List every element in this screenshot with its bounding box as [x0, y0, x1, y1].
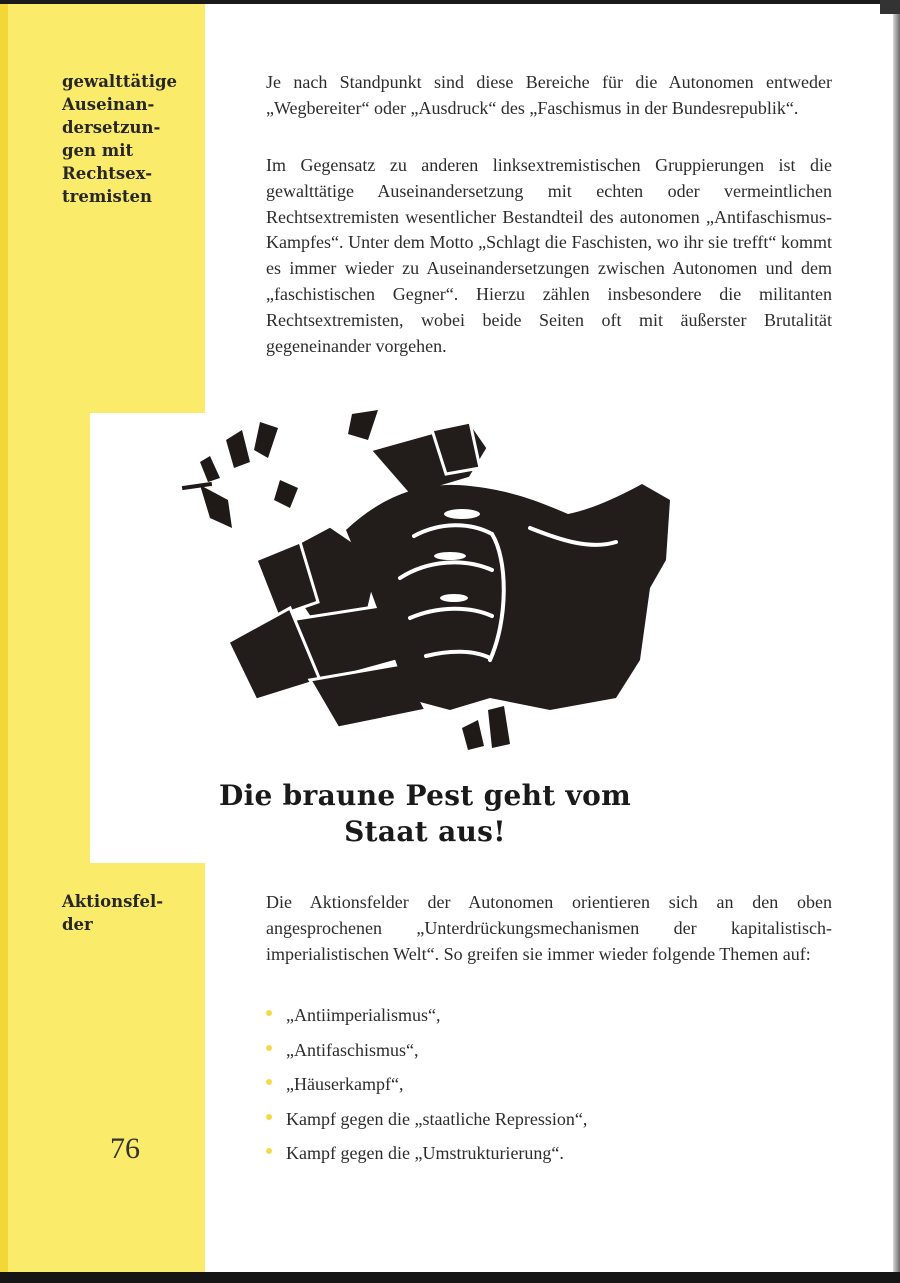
page-number: 76 [110, 1132, 140, 1165]
page-right-edge [893, 0, 900, 1283]
intro-paragraph-1: Je nach Standpunkt sind diese Bereiche für die Autonomen entweder „Wegbereiter“ oder „Ausdruck“ des „Faschismus in der Bundesrepublik“. [266, 72, 832, 118]
list-item [266, 1072, 826, 1107]
bullet-icon [266, 1079, 272, 1085]
caption-line: Staat aus! [344, 815, 506, 848]
margin-heading-line: dersetzun- [62, 118, 161, 137]
page-bottom-edge [0, 1272, 900, 1283]
list-item-text: Kampf gegen die „staatliche Repression“, [286, 1108, 588, 1129]
intro-paragraph-2: Im Gegensatz zu anderen linksextremistischen Gruppierungen ist die gewalttätige Auseinandersetzung mit echten oder vermeintlichen Rechtsextremisten wesentlicher Bestandteil des autonomen „Antifaschismus-Kampfes“. Unter dem Motto „Schlagt die Faschisten, wo ihr sie trefft“ kommt es immer wieder zu Auseinandersetzungen zwischen Autonomen und dem „faschistischen Gegner“. Hierzu zählen insbesondere die militanten Rechtsextremisten, wobei beide Seiten oft mit äußerster Brutalität gegeneinander vorgehen. [266, 155, 832, 356]
margin-heading-line: tremisten [62, 187, 152, 206]
list-item [266, 1141, 826, 1176]
margin-heading-aktionsfelder [62, 890, 197, 936]
illustration-caption [195, 778, 655, 850]
margin-column-band [0, 4, 8, 1272]
list-item-text: „Häuserkampf“, [286, 1074, 404, 1094]
list-item [266, 1107, 826, 1142]
bullet-icon [266, 1148, 272, 1154]
aktionsfelder-paragraph: Die Aktionsfelder der Autonomen orientieren sich an den oben angesprochenen „Unterdrückungsmechanismen der kapitalistisch-imperialistischen Welt“. So greifen sie immer wieder folgende Themen auf: [266, 892, 832, 964]
bullet-icon [266, 1045, 272, 1051]
list-item [266, 1003, 826, 1038]
margin-heading-line: Aktionsfel- [62, 892, 164, 911]
margin-heading-line: Rechtsex- [62, 164, 153, 183]
list-item-text: „Antifaschismus“, [286, 1039, 419, 1060]
margin-heading-violence [62, 70, 197, 208]
themes-list [266, 1003, 826, 1176]
margin-heading-line: der [62, 915, 93, 934]
list-item-text: „Antiimperialismus“, [286, 1005, 441, 1025]
bullet-icon [266, 1114, 272, 1120]
fist-smashing-swastika-illustration [170, 410, 690, 785]
margin-heading-line: Auseinan- [62, 95, 155, 114]
list-item [266, 1038, 826, 1073]
bullet-icon [266, 1010, 272, 1016]
page-corner-shadow [880, 0, 900, 14]
falling-fragments-icon [462, 706, 510, 750]
fragments-icon [182, 410, 378, 528]
margin-heading-line: gewalttätige [62, 72, 178, 91]
list-item-text: Kampf gegen die „Umstrukturierung“. [286, 1143, 564, 1163]
caption-line: Die braune Pest geht vom [219, 779, 631, 812]
margin-heading-line: gen mit [62, 141, 134, 160]
